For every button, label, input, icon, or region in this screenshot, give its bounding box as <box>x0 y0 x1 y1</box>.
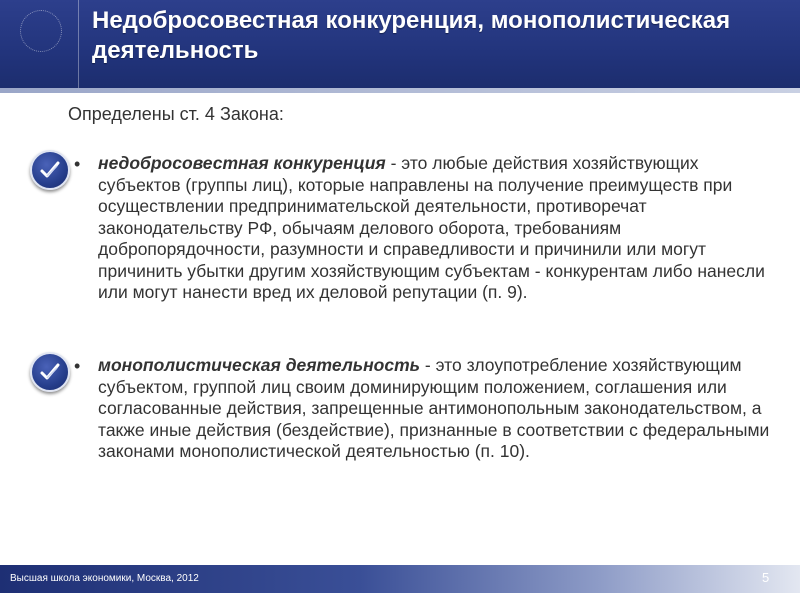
slide-title: Недобросовестная конкуренция, монополистическая деятельность <box>92 7 731 64</box>
slide-header <box>0 0 800 88</box>
bullet-marker: • <box>74 154 81 174</box>
bullet-marker: • <box>74 356 81 376</box>
check-pen-icon <box>30 352 70 392</box>
definition-term: монополистическая деятельность <box>98 355 421 375</box>
intro-text: Определены ст. 4 Закона: <box>68 104 284 124</box>
page-number: 5 <box>762 570 770 585</box>
definition-text <box>98 355 770 463</box>
definition-body: - это злоупотребление хозяйствующим субъектом, группой лиц своим доминирующим положением, соглашения или согласованные действия, запрещенные антимонопольным законодательством, а также иные действия (бездействие), признанные в соответствии с федеральными законами монополистической деятельностью (п. 10). <box>98 355 770 461</box>
definition-body: - это любые действия хозяйствующих субъектов (группы лиц), которые направлены на получение преимуществ при осуществлении предпринимательской деятельности, противоречат законодательству РФ, обычаям делового оборота, требованиям добропорядочности, разумности и справедливости и причинили или могут причинить убытки другим хозяйствующим субъектам - конкурентам либо нанесли или могут нанести вред их деловой репутации (п. 9). <box>98 153 765 302</box>
logo <box>0 0 79 88</box>
slide-footer <box>0 565 800 593</box>
logo-emblem <box>20 10 62 52</box>
check-pen-icon <box>30 150 70 190</box>
definition-text <box>98 153 770 304</box>
footer-text: Высшая школа экономики, Москва, 2012 <box>10 573 199 584</box>
definition-term: недобросовестная конкуренция <box>98 153 386 173</box>
header-divider <box>0 88 800 93</box>
